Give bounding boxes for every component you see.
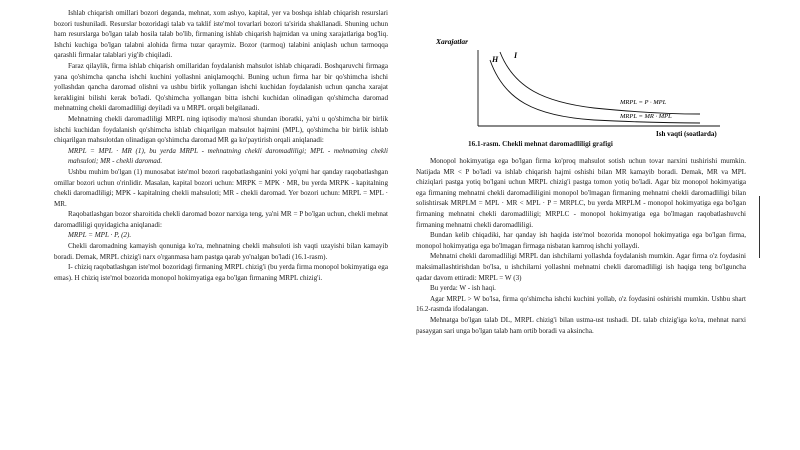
left-text-column <box>54 8 388 283</box>
curve-I <box>500 52 700 114</box>
formula-1: MRPL = MPL · MR (1), bu yerda MRPL - mehnatning chekli daromadliligi; MPL - mehnatning chekli mahsuloti; MR - chekli daromad. <box>68 146 388 166</box>
curve-label-i: I <box>514 51 518 60</box>
lower-curve-equation: MRPL = MR · MPL <box>620 113 672 120</box>
paragraph: Mehnatga bo'lgan talab DL, MRPL chizig'i bilan ustma-ust tushadi. DL talab chizig'iga ko'ra, mehnat narxi pasaygan sari unga bo'lgan talab ham ortib boradi va aksincha. <box>416 315 746 335</box>
paragraph: Bundan kelib chiqadiki, har qanday ish haqida iste'mol bozorida monopol hokimyatiga ega bo'lgan firma, monopol hokimyatiga ega bo'lmagan firmaga nisbatan kamroq ishchi yollaydi. <box>416 231 746 250</box>
right-text-column <box>416 156 746 336</box>
paragraph: Agar MRPL > W bo'lsa, firma qo'shimcha ishchi kuchini yollab, o'z foydasini oshirishi mumkin. Ushbu shart 16.2-rasmda ifodalangan. <box>416 294 746 314</box>
paragraph: Mehnatni chekli daromadliligi MRPL dan ishchilarni yollashda foydalanish mumkin. Agar firma o'z foydasini maksimallashtirishdan bo'lsa, u ishchilarni yollashni mehnatni chekli daromadliligi ish haqiga teng bo'lguncha qadar davom ettiradi: MRPL = W (3) <box>416 252 746 282</box>
formula-2: MRPL = MPL · P, (2). <box>68 231 132 240</box>
paragraph: Monopol hokimyatiga ega bo'lgan firma ko'proq mahsulot sotish uchun tovar narxini tushirishi mumkin. Natijada MR < P bo'ladi va ishlab chiqarish hajmi oshishi bilan MR kamayib boradi. Demak, MR va MPL chiziqlari pastga yotiq bo'lgani uchun MRPL chizig'i pastga tomon yotiq bo'ladi. Agar biz monopol hokimyatiga ega firmaning mehnatni chekli daromadliligini monopol bo'lmagan firmaning mehnatni chekli daromadliligi bilan solishtirsak MRPLM = MPL · MR < MPL · P = MRPLC, bu yerda MRPLM - monopol hokimyatiga ega bo'lgan firmaning mehnatni chekli daromadliligi; MRPLC - monopol hokimyatiga ega bo'lmagan raqobatlashuvchi firmaning mehnatni chekli daromadliligi. <box>416 157 746 229</box>
paragraph: Mehnatning chekli daromadliligi MRPL ning iqtisodiy ma'nosi shundan iboratki, ya'ni u qo'shimcha bir birlik ishchi kuchidan foydalanish qo'shimcha ishlab chiqarilgan mahsulot hajmini (MPL), qo'shimcha bir birlik ishlab chiqarilgan mahsulotdan olinadigan qo'shimcha daromad MR ga ko'paytirish orqali aniqlanadi: <box>54 114 388 145</box>
y-axis-label: Xarajatlar <box>436 37 469 46</box>
x-axis-label: Ish vaqti (soatlarda) <box>656 130 717 138</box>
upper-curve-equation: MRPL = P · MPL <box>620 99 667 106</box>
margin-line <box>759 196 760 258</box>
paragraph: Ishlab chiqarish omillari bozori deganda, mehnat, xom ashyo, kapital, yer va boshqa ishlab chiqarish resurslari bozori tushuniladi. Resurslar bozoridagi talab va taklif iste'mol tovarlari bozori ta'sirida shakllanadi. Shuning uchun ham resurslarga bo'lgan talab hosila talab bo'lib, firmaning ishlab chiqarish hajmidan va uning xarajatlariga bog'liq. Ishchi kuchiga bo'lgan talabni alohida firma tuzar qaraymiz. Bozor (tarmoq) talabini aniqlash uchun tarmoqqa qarashli firmalar talablari yig'ib chiqiladi. <box>54 9 388 60</box>
paragraph: Raqobatlashgan bozor sharoitida chekli daromad bozor narxiga teng, ya'ni MR = P bo'lgan uchun, chekli mehnat daromadliligi quyidagicha aniqlanadi: <box>54 210 388 229</box>
paragraph: I- chiziq raqobatlashgan iste'mol bozoridagi firmaning MRPL chizig'i (bu yerda firma monopol bokimyatiga ega emas). H chiziq iste'mol bozorida monopol hokimyatiga ega bo'lgan firmaning MRPL chizig'i. <box>54 263 388 282</box>
paragraph: Ushbu muhim bo'lgan (1) munosabat iste'mol bozori raqobatlashganini yoki yo'qmi har qanday raqobatlashgan omillar bozori uchun o'rinlidir. Masalan, kapital bozori uchun: MRPK = MPK · MR, bu yerda MRPK - kapitalning chekli daromadliligi; MPK - kapitalning chekli mahsuloti; MR - chekli daromad. Yer bozori uchun: MRPL = MPL · MR. <box>54 167 388 208</box>
paragraph: Bu yerda: W - ish haqi. <box>430 284 496 293</box>
curve-label-h: H <box>492 55 499 64</box>
paragraph: Chekli daromadning kamayish qonuniga ko'ra, mehnatning chekli mahsuloti ish vaqti uzayishi bilan kamayib boradi. Demak, MRPL chizig'i narx o'rganmasa ham pastga qarab yo'nalgan bo'ladi (16.1-rasm). <box>54 242 388 261</box>
figure-caption: 16.1-rasm. Chekli mehnat daromadliligi grafigi <box>468 140 613 148</box>
paragraph: Faraz qilaylik, firma ishlab chiqarish omillaridan foydalanish mahsulot ishlab chiqaradi. Boshqaruvchi firmaga yana qo'shimcha qancha ishchi kuchini yollashni aniqlamoqchi. Buning uchun firma har bir qo'shimcha ishchi yollashdan qancha daromad olishni va ushbu birlik yollangan ishchi kuchidan foydalanish uchun qancha xarajat kerakligini bilishi kerak bo'ladi. Qo'shimcha yollangan bitta ishchi kuchidan olinadigan qo'shimcha daromad mehnatning chekli daromadliligi deyiladi va u MRPL orqali belgilanadi. <box>54 61 388 113</box>
